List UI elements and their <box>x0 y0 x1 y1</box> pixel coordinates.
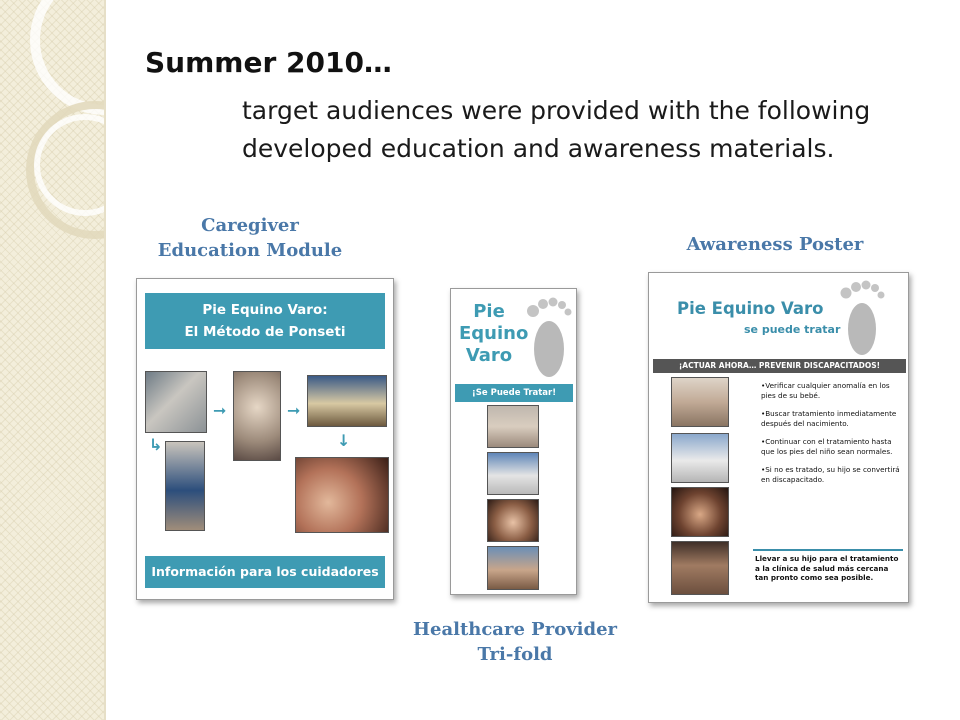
trifold-band: ¡Se Puede Tratar! <box>455 384 573 402</box>
caregiver-caption-line1: Caregiver <box>201 215 299 236</box>
poster-band: ¡ACTUAR AHORA… PREVENIR DISCAPACITADOS! <box>653 359 906 373</box>
photo-child-walking <box>165 441 205 531</box>
poster-bullet: •Buscar tratamiento inmediatamente después del nacimiento. <box>761 409 897 428</box>
decorative-circles <box>0 0 106 720</box>
caregiver-caption <box>130 213 370 263</box>
provider-caption <box>390 617 640 667</box>
arrow-icon: ↓ <box>337 431 351 450</box>
footprint-icon <box>834 277 886 357</box>
provider-caption-line2: Tri-fold <box>477 644 553 665</box>
caregiver-caption-line2: Education Module <box>157 240 343 261</box>
awareness-poster-thumbnail <box>648 272 909 603</box>
arrow-icon: ➞ <box>287 401 301 420</box>
photo-poster-4 <box>671 541 729 595</box>
photo-baby-casts <box>233 371 281 461</box>
photo-feet-2 <box>487 452 539 495</box>
module-header-band <box>145 293 385 349</box>
footprint-icon <box>521 293 573 381</box>
poster-bullets <box>761 381 903 493</box>
arrow-icon: ➞ <box>213 401 227 420</box>
poster-bullet: •Verificar cualquier anomalía en los pies de su bebé. <box>761 381 890 400</box>
photo-brace <box>307 375 387 427</box>
caregiver-module-thumbnail <box>136 278 394 600</box>
provider-caption-line1: Healthcare Provider <box>412 619 618 640</box>
poster-caption <box>650 232 900 257</box>
poster-subtitle: se puede tratar <box>744 323 841 336</box>
poster-callout: Llevar a su hijo para el tratamiento a la clínica de salud más cercana tan pronto como sea posible. <box>753 549 903 595</box>
photo-poster-1 <box>671 377 729 427</box>
photo-child-feet <box>295 457 389 533</box>
photo-feet-4 <box>487 546 539 590</box>
slide-title: Summer 2010… <box>145 46 392 79</box>
module-footer-band: Información para los cuidadores <box>145 556 385 588</box>
provider-trifold-thumbnail <box>450 288 577 595</box>
decorative-side-strip <box>0 0 106 720</box>
module-header-line1: Pie Equino Varo: <box>202 302 328 318</box>
photo-poster-2 <box>671 433 729 483</box>
arrow-icon: ↳ <box>149 435 163 454</box>
poster-bullet: •Continuar con el tratamiento hasta que los pies del niño sean normales. <box>761 437 893 456</box>
slide-subtitle: target audiences were provided with the following developed education and awareness materials. <box>242 96 871 163</box>
photo-feet-3 <box>487 499 539 542</box>
trifold-title-line1: Pie <box>473 301 505 322</box>
trifold-title-line3: Varo <box>465 345 513 366</box>
poster-bullet: •Si no es tratado, su hijo se convertirá en discapacitado. <box>761 465 900 484</box>
poster-title: Pie Equino Varo <box>677 299 824 318</box>
trifold-title-line2: Equino <box>459 323 529 344</box>
trifold-title <box>459 301 529 367</box>
photo-poster-3 <box>671 487 729 537</box>
module-header-line2: El Método de Ponseti <box>184 324 346 340</box>
poster-caption-text: Awareness Poster <box>686 234 864 255</box>
photo-infant-feet <box>145 371 207 433</box>
photo-feet-1 <box>487 405 539 448</box>
